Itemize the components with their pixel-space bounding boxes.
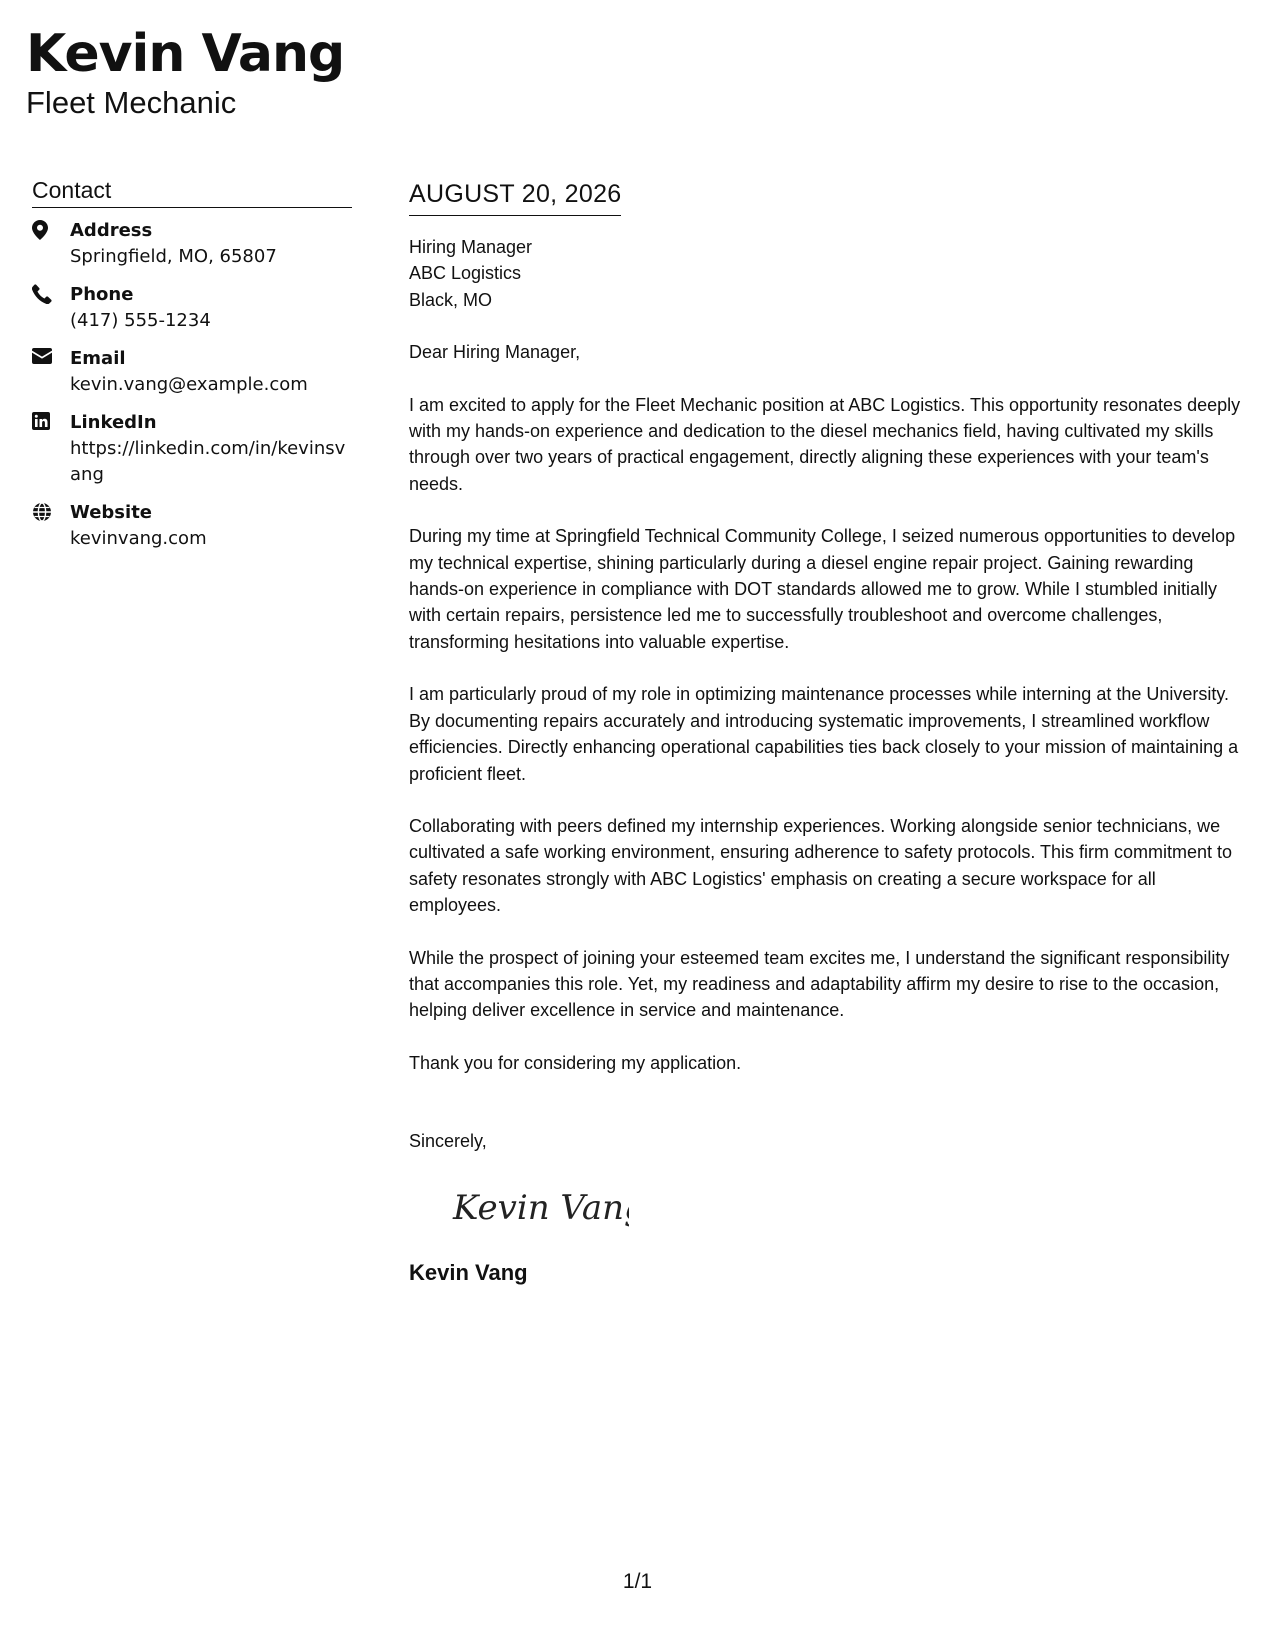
contact-label: LinkedIn xyxy=(70,412,157,433)
applicant-name: Kevin Vang xyxy=(26,24,345,84)
contact-item-email xyxy=(32,346,352,398)
phone-value: (417) 555-1234 xyxy=(70,310,211,331)
handwritten-signature xyxy=(449,1177,629,1237)
letter-paragraph: Collaborating with peers defined my internship experiences. Working alongside senior technicians, we cultivated a safe working environment, ensuring adherence to safety protocols. This firm commitment to safety resonates strongly with ABC Logistics' emphasis on creating a secure workspace for all employees. xyxy=(409,815,1233,916)
email-value[interactable]: kevin.vang@example.com xyxy=(70,374,308,395)
recipient-block xyxy=(409,234,1251,313)
recipient-line: Black, MO xyxy=(409,289,493,310)
contact-label: Email xyxy=(70,348,126,369)
contact-item-website xyxy=(32,500,352,552)
address-value: Springfield, MO, 65807 xyxy=(70,246,277,267)
contact-item-address xyxy=(32,218,352,270)
letter-paragraph: Thank you for considering my application. xyxy=(409,1052,742,1073)
map-pin-icon xyxy=(32,218,70,270)
recipient-line: Hiring Manager xyxy=(409,237,533,257)
contact-item-linkedin xyxy=(32,410,352,488)
letter-date: AUGUST 20, 2026 xyxy=(409,180,622,208)
date-block xyxy=(409,178,621,216)
letter-paragraph: While the prospect of joining your esteemed team excites me, I understand the significant responsibility that accompanies this role. Yet, my readiness and adaptability affirm my desire to rise to the occasion, helping deliver excellence in service and maintenance. xyxy=(409,947,1230,1021)
letter-body xyxy=(409,178,1251,1287)
globe-icon xyxy=(32,500,70,552)
applicant-title: Fleet Mechanic xyxy=(26,85,237,120)
contact-item-phone xyxy=(32,282,352,334)
salutation: Dear Hiring Manager, xyxy=(409,342,581,363)
contact-label: Address xyxy=(70,220,153,241)
signed-name: Kevin Vang xyxy=(409,1259,528,1285)
recipient-line: ABC Logistics xyxy=(409,263,522,284)
contact-label: Phone xyxy=(70,284,134,305)
linkedin-value[interactable]: https://linkedin.com/in/kevinsvang xyxy=(70,438,346,485)
contact-label: Website xyxy=(70,502,153,523)
contact-sidebar xyxy=(32,176,352,564)
letter-paragraph: During my time at Springfield Technical Community College, I seized numerous opportunities to develop my technical expertise, shining particularly during a diesel engine repair project. Gaining rewarding hands-on experience in compliance with DOT standards allowed me to grow. While I stumbled initially with certain repairs, persistence led me to successfully troubleshoot and overcome challenges, transforming hesitations into valuable expertise. xyxy=(409,526,1236,652)
signature-text: Kevin Vang xyxy=(453,1187,629,1228)
page-number: 1/1 xyxy=(622,1570,653,1593)
letter-paragraph: I am excited to apply for the Fleet Mechanic position at ABC Logistics. This opportunity resonates deeply with my hands-on experience and dedication to the diesel mechanics field, having cultivated my skills through over two years of practical engagement, directly aligning these experiences with your team's needs. xyxy=(409,394,1241,494)
envelope-icon xyxy=(32,346,70,398)
letter-paragraph: I am particularly proud of my role in optimizing maintenance processes while interning at the University. By documenting repairs accurately and introducing systematic improvements, I streamlined workflow efficiencies. Directly enhancing operational capabilities ties back closely to your mission of maintaining a proficient fleet. xyxy=(409,684,1239,784)
closing: Sincerely, xyxy=(409,1131,487,1152)
website-value[interactable]: kevinvang.com xyxy=(70,528,207,549)
header xyxy=(26,22,344,120)
linkedin-icon xyxy=(32,410,70,488)
phone-icon xyxy=(32,282,70,334)
contact-heading: Contact xyxy=(32,176,352,208)
